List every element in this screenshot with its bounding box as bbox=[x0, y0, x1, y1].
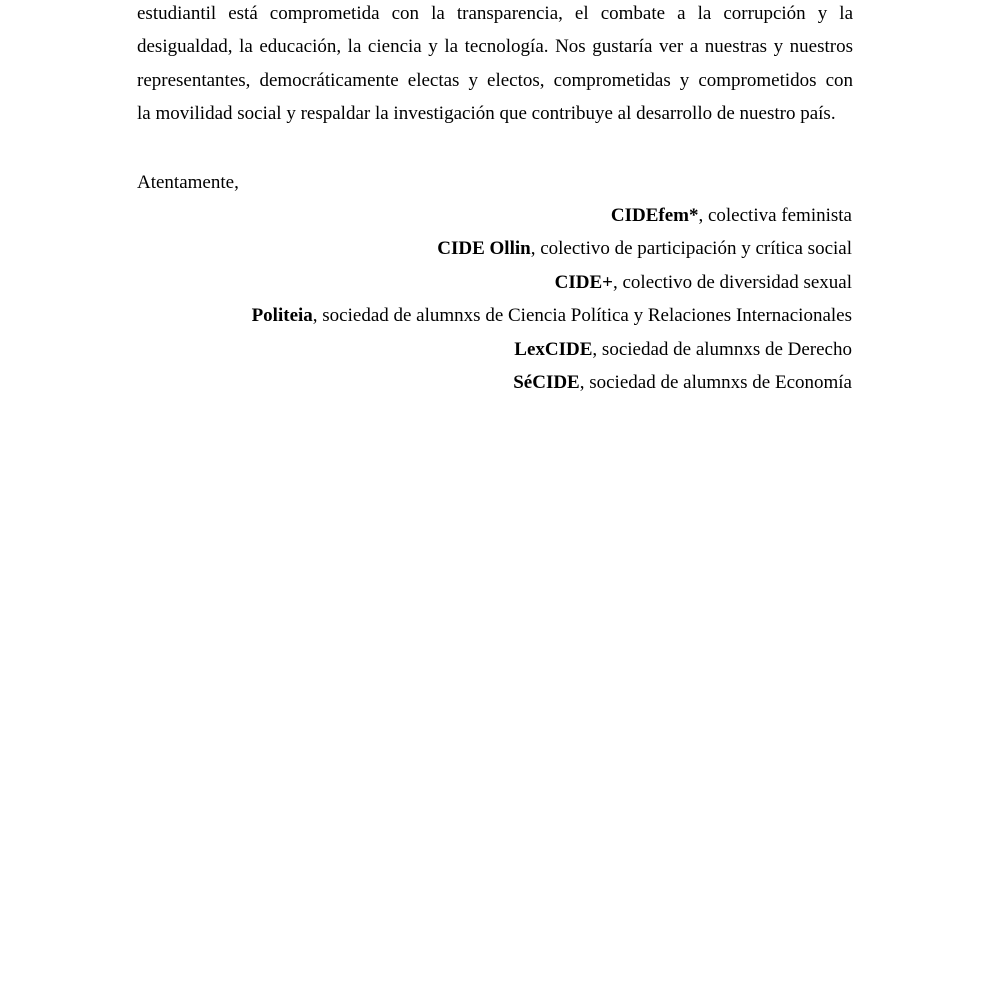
signatory-cidefem bbox=[137, 199, 852, 232]
paragraph-line: representantes, democráticamente electas y electos, comprometidas y comprometidos con bbox=[137, 69, 853, 91]
signatory-description: , colectiva feminista bbox=[698, 205, 852, 226]
signatory-cide-ollin bbox=[137, 232, 852, 265]
signatory-name: CIDEfem* bbox=[610, 205, 699, 226]
signatory-description: , colectivo de participación y crítica social bbox=[530, 238, 852, 260]
signatory-name: CIDE+ bbox=[554, 271, 613, 293]
signatory-description: , sociedad de alumnxs de Economía bbox=[579, 372, 852, 394]
signatory-description: , colectivo de diversidad sexual bbox=[612, 271, 852, 293]
signatory-description: , sociedad de alumnxs de Derecho bbox=[592, 338, 852, 360]
signatories-list bbox=[137, 199, 852, 399]
signatory-name: LexCIDE bbox=[514, 338, 593, 360]
paragraph-line: estudiantil está comprometida con la transparencia, el combate a la corrupción y la bbox=[137, 3, 853, 24]
signatory-name: SéCIDE bbox=[513, 372, 580, 394]
signatory-name: Politeia bbox=[251, 305, 313, 327]
paragraph-line: la movilidad social y respaldar la investigación que contribuye al desarrollo de nuestro país. bbox=[137, 103, 836, 125]
body-paragraph bbox=[137, 0, 853, 131]
signatory-cide-plus bbox=[137, 266, 852, 299]
signatory-name: CIDE Ollin bbox=[437, 238, 531, 260]
signatory-lexcide bbox=[137, 333, 852, 366]
signatory-secide bbox=[137, 366, 852, 399]
signatory-description: , sociedad de alumnxs de Ciencia Política y Relaciones Internacionales bbox=[312, 305, 852, 327]
paragraph-line: desigualdad, la educación, la ciencia y la tecnología. Nos gustaría ver a nuestras y nuestros bbox=[137, 36, 853, 58]
signatory-politeia bbox=[137, 299, 852, 332]
closing-salutation: Atentamente, bbox=[137, 172, 239, 193]
